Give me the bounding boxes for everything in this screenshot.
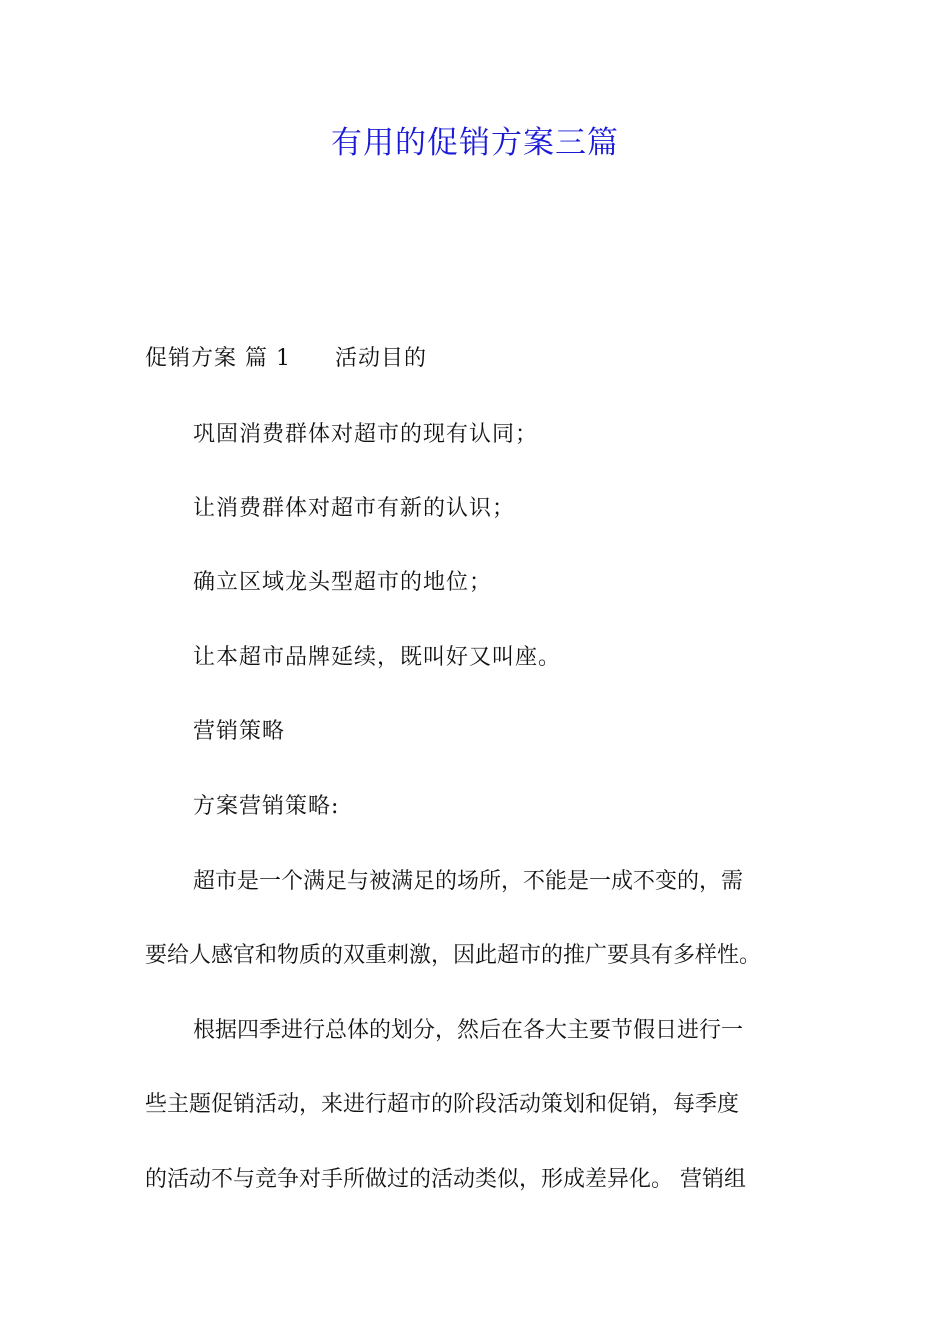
paragraph-line: 根据四季进行总体的划分，然后在各大主要节假日进行一 (193, 1018, 744, 1043)
subheading: 方案营销策略: (193, 794, 340, 819)
paragraph-line: 些主题促销活动，来进行超市的阶段活动策划和促销，每季度 (145, 1092, 740, 1117)
objective-item: 巩固消费群体对超市的现有认同； (193, 422, 539, 447)
document-title: 有用的促销方案三篇 (331, 125, 619, 161)
objective-item: 确立区域龙头型超市的地位； (193, 570, 493, 595)
section-heading: 营销策略 (193, 719, 286, 744)
objective-item: 让消费群体对超市有新的认识； (193, 496, 516, 521)
heading-line (145, 348, 427, 370)
section-label: 促销方案 篇 1 (145, 346, 291, 371)
section-topic: 活动目的 (334, 346, 427, 371)
paragraph-line: 的活动不与竞争对手所做过的活动类似，形成差异化。 营销组 (145, 1167, 746, 1192)
objective-item: 让本超市品牌延续，既叫好又叫座。 (193, 645, 562, 670)
paragraph-line: 要给人感官和物质的双重刺激，因此超市的推广要具有多样性。 (145, 943, 762, 968)
paragraph-line: 超市是一个满足与被满足的场所，不能是一成不变的，需 (193, 869, 744, 894)
